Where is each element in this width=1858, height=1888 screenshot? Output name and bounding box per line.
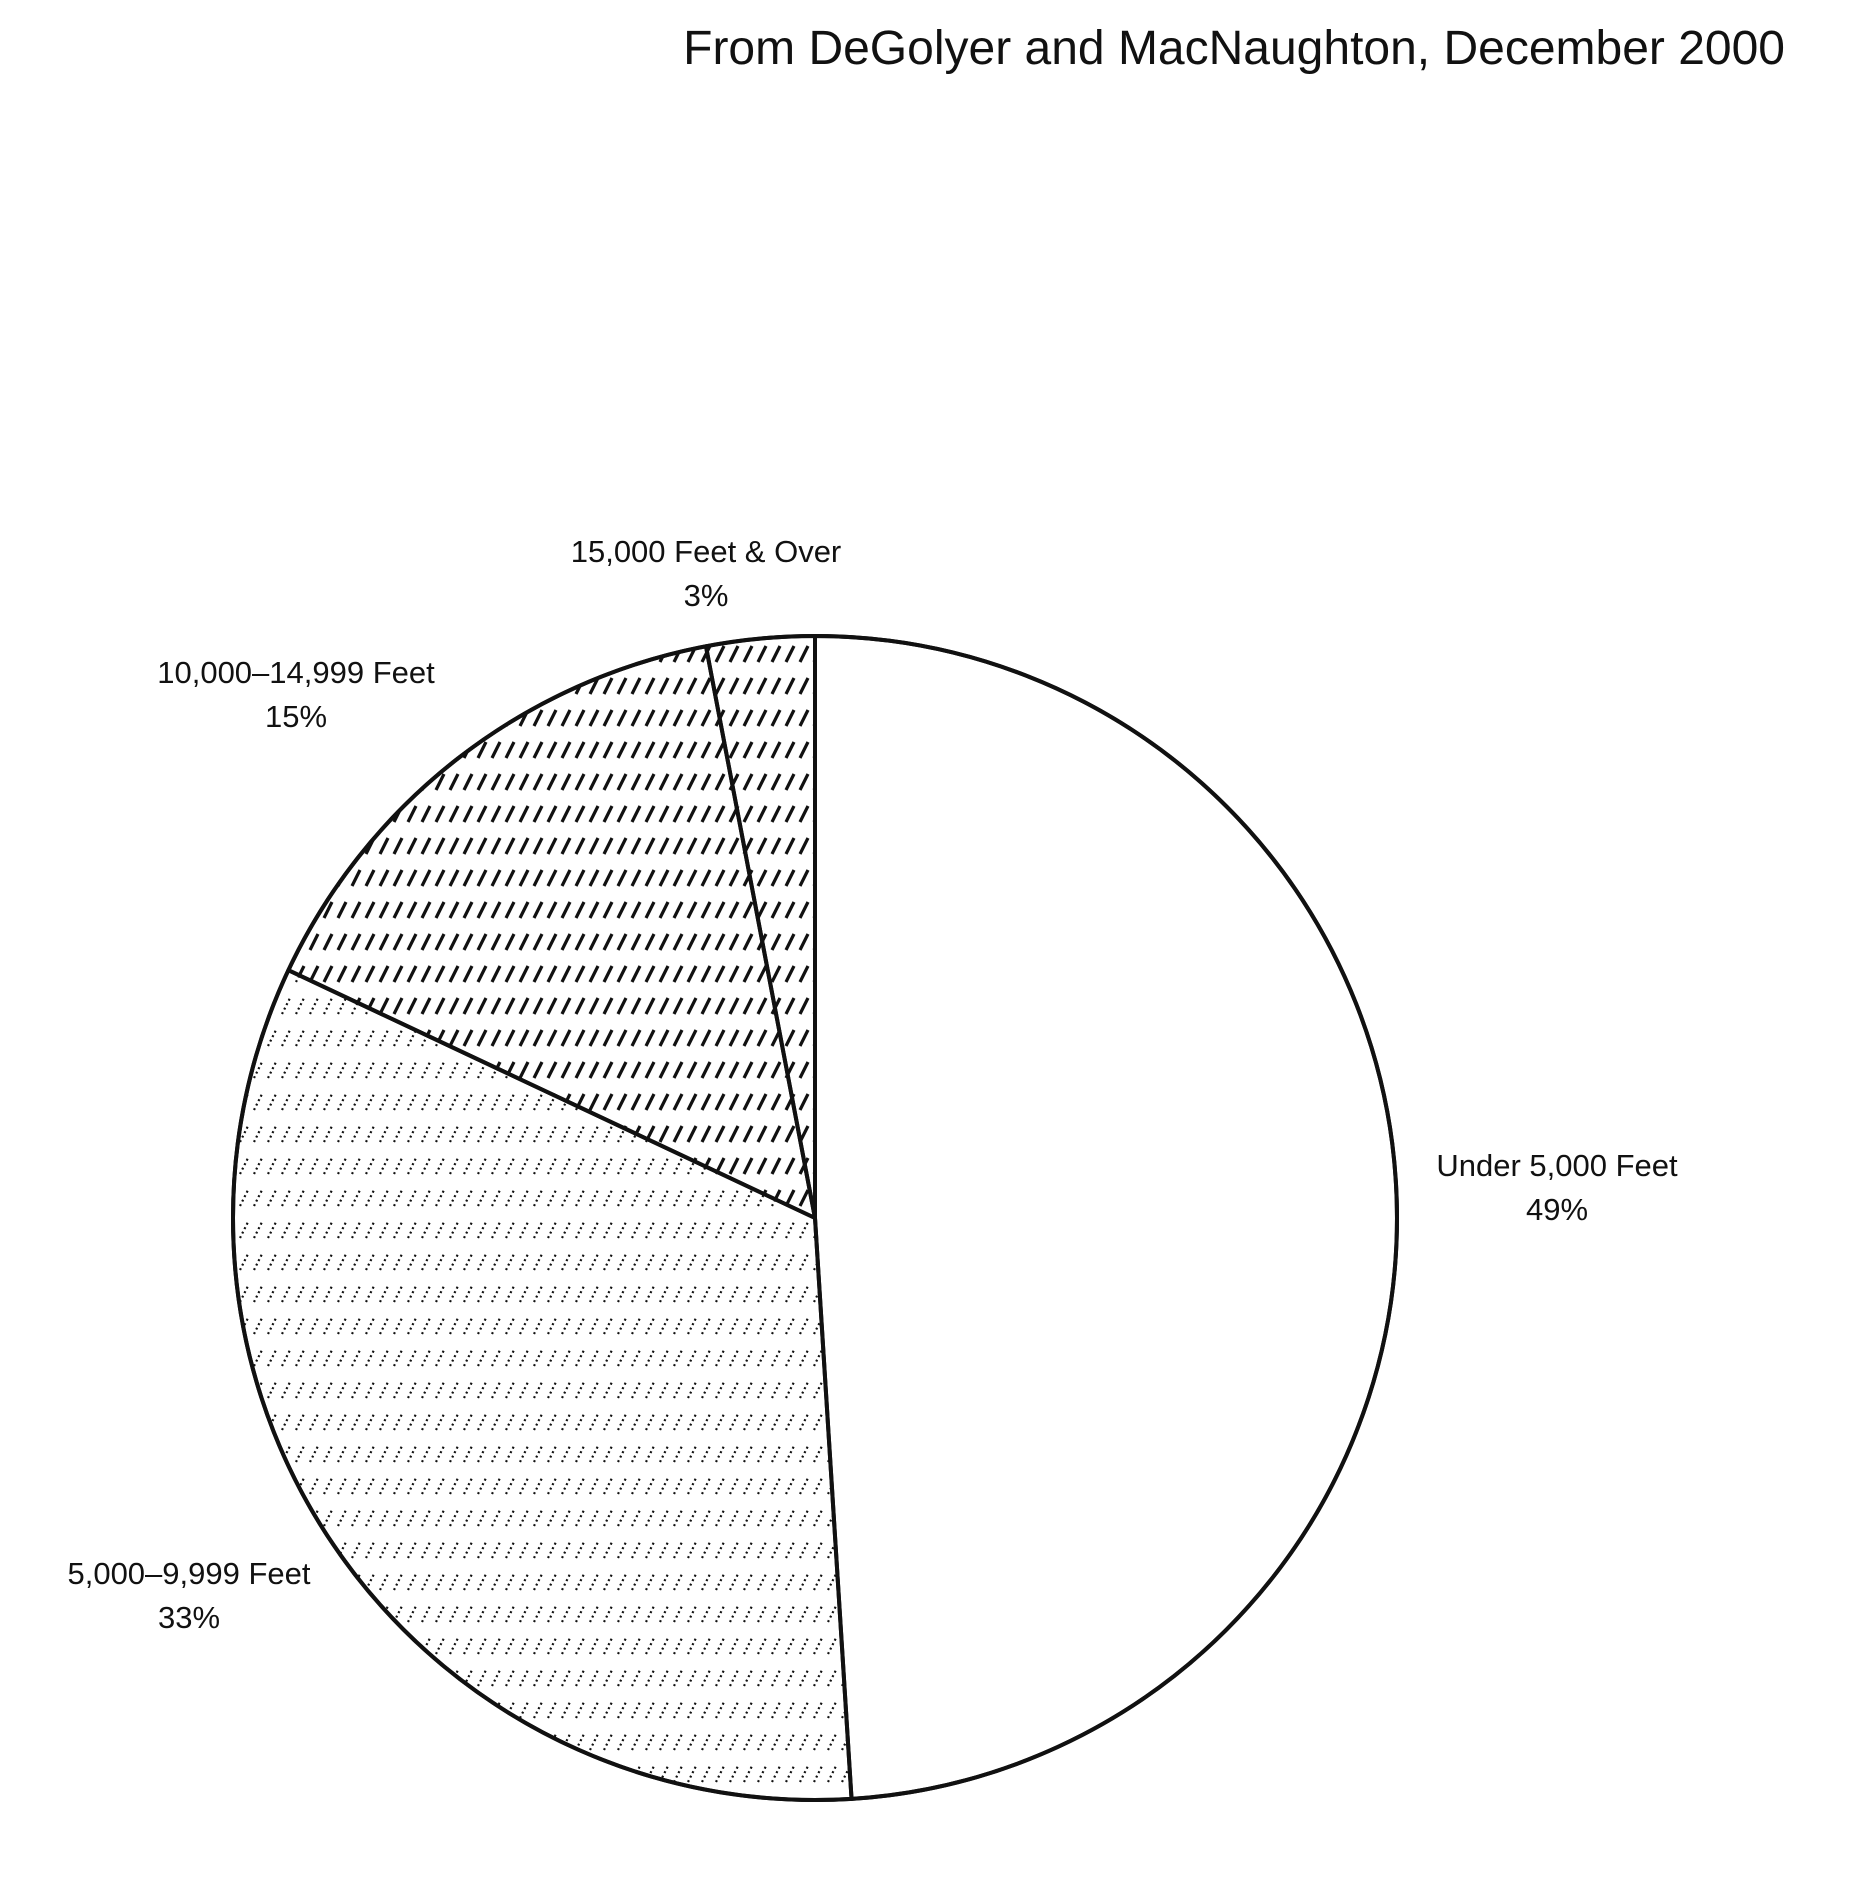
slice-name-label: Under 5,000 Feet	[1436, 1148, 1678, 1183]
slice-name-label: 10,000–14,999 Feet	[157, 655, 435, 690]
slice-value-label: 33%	[157, 1600, 221, 1635]
slice-value-label: 15%	[264, 699, 328, 734]
pie-slices	[233, 636, 1397, 1800]
slice-name-label: 15,000 Feet & Over	[570, 534, 842, 569]
chart-subtitle: From DeGolyer and MacNaughton, December 2000	[683, 22, 1785, 75]
slice-value-label: 3%	[683, 578, 729, 613]
slice-value-label: 49%	[1525, 1192, 1589, 1227]
pie-slice	[815, 636, 1397, 1799]
slice-name-label: 5,000–9,999 Feet	[67, 1556, 311, 1591]
